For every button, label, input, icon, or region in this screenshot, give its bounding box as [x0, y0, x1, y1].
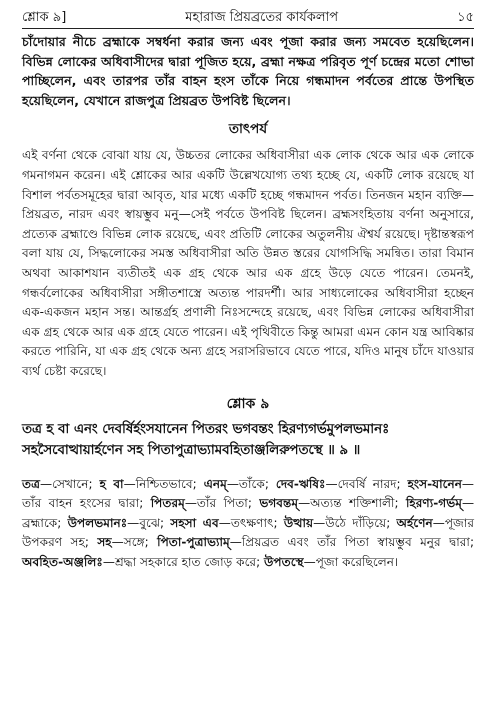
- synonym-word: অর্হণেন: [396, 515, 433, 530]
- synonym-word: উত্থায়: [283, 515, 314, 530]
- synonym-meaning: প্রিয়ব্রত এবং তাঁর পিতা স্বায়ম্ভুব মনুর দ্বারা: [241, 535, 470, 550]
- synonym-word: তত্র: [22, 476, 40, 491]
- text-line: আন্তর্গ্রহ প্রণালী নিঃসন্দেহে রয়েছে, এবং বিভিন্ন লোকের অধিবাসীরা এক গ্রহ: [22, 305, 474, 339]
- text-line: এই বর্ণনা থেকে বোঝা যায় যে, উচ্চতর লোকের অধিবাসীরা এক লোক থেকে: [22, 148, 392, 163]
- synonym-word: এনম্: [203, 476, 227, 491]
- purport-paragraph: [22, 146, 474, 381]
- running-header: [22, 8, 474, 29]
- synonym-word: দেব-ঋষিঃ: [275, 476, 326, 491]
- text-line: পরিবৃত পূর্ণ চন্দ্রের মতো শোভা পাচ্ছিলেন, এবং তারপর তাঁর বাহন হংস তাঁকে: [22, 53, 474, 89]
- synonym-word: উপলভমানঃ: [67, 515, 128, 530]
- verse-line: সহসৈবোত্থায়ার্হণেন সহ পিতাপুত্রাভ্যামবহিতাঞ্জলিরুপতস্থে ॥ ৯ ॥: [22, 442, 361, 458]
- synonym-meaning: তাঁর পিতা: [196, 496, 248, 511]
- synonym-meaning: ব্রহ্মাকে: [22, 515, 58, 530]
- text-line: একটি হচ্ছে গন্ধমাদন পর্বত। তিনজন মহান ব্যক্তি—প্রিয়ব্রত, নারদ এবং স্বায়ম্ভুব: [22, 187, 474, 222]
- text-line: উপবিষ্ট ছিলেন।: [211, 92, 291, 108]
- text-line: ব্রহ্মাণ্ডে বিভিন্ন লোক রয়েছে, এবং প্রতিটি লোকের অতুলনীয় ঐশ্বর্য রয়েছে।: [61, 226, 421, 241]
- synonym-meaning: পূজা করেছিলেন।: [315, 554, 399, 569]
- text-line: থেকে আর এক গ্রহে যেতে পারেন। এই পৃথিবীতে কিন্তু আমরা এমন কোন: [62, 324, 409, 339]
- synonym-meaning: বুঝে: [139, 515, 160, 530]
- text-line: দৃষ্টান্তস্বরূপ বলা যায় যে, সিদ্ধলোকের সমস্ত অধিবাসীরা অতি উন্নত স্তরের: [22, 226, 474, 261]
- synonym-meaning: তৎক্ষণাৎ: [230, 515, 274, 530]
- text-line: যন্ত্র আবিষ্কার করতে পারিনি, যা এক গ্রহ থেকে অন্য গ্রহে সরাসরিভাবে যেতে: [22, 324, 474, 359]
- text-line: হয়েছিলেন। বিভিন্ন লোকের অধিবাসীদের দ্বারা পূজিত হয়ে, ব্রহ্মা নক্ষত্র: [22, 34, 474, 69]
- synonym-word: সহ: [97, 535, 112, 550]
- synonym-word: হংস-যানেন: [407, 476, 462, 491]
- synonym-meaning: নিশ্চিতভাবে: [135, 476, 193, 491]
- verse-line: তত্র হ বা এনং দেবর্ষির্হংসযানেন পিতরং ভগবন্তং হিরণ্যগর্ভমুপলভমানঃ: [22, 421, 390, 437]
- verse-heading: শ্লোক ৯: [226, 395, 270, 412]
- purport-heading: তাৎপর্য: [228, 121, 268, 138]
- text-line: আর এক গ্রহে উড়ে যেতে পারেন। তেমনই, গন্ধর্বলোকের অধিবাসীরা সঙ্গীতশাস্ত্রে: [22, 265, 474, 300]
- synonym-word: উপতস্থে: [264, 554, 304, 569]
- text-line: যোগসিদ্ধি সমন্বিত। তারা বিমান অথবা আকাশযান ব্যতীতই এক গ্রহ থেকে: [22, 246, 474, 280]
- synonym-meaning: দেবর্ষি নারদ: [337, 476, 397, 491]
- synonym-word: হিরণ্য-গর্ভম্: [405, 496, 462, 511]
- text-line: চাঁদোয়ার নীচে ব্রহ্মাকে সম্বর্ধনা করার জন্য এবং পূজা করার জন্য সমবেত: [22, 34, 411, 49]
- synonym-meaning: উঠে দাঁড়িয়ে: [325, 515, 387, 530]
- synonym-word: হ বা: [99, 476, 124, 491]
- text-line: পারে, যদিও মানুষ চাঁদে যাওয়ার ব্যর্থ চেষ্টা করেছে।: [22, 344, 474, 378]
- text-line: হচ্ছে যে, একটি লোক রয়েছে যা বিশাল পর্বতসমূহের দ্বারা আবৃত, যার মধ্যে: [22, 167, 474, 202]
- text-line: নিয়ে গন্ধমাদন পর্বতের প্রান্তে উপস্থিত হয়েছিলেন, যেখানে রাজপুত্র প্রিয়ব্রত: [22, 73, 475, 108]
- synonym-meaning: শ্রদ্ধা সহকারে হাত জোড় করে: [114, 554, 257, 569]
- synonym-meaning: সেখানে: [52, 476, 89, 491]
- synonym-meaning: তাঁর বাহন হংসের দ্বারা: [22, 496, 140, 511]
- text-line: মনু—সেই পর্বতে উপবিষ্ট ছিলেন। ব্রহ্মসংহিতায় বর্ণনা অনুসারে, প্রত্যেক: [22, 207, 474, 241]
- synonym-word: পিতা-পুত্রাভ্যাম্: [157, 535, 230, 550]
- synonym-word: ভগবন্তম্: [259, 496, 299, 511]
- synonym-meaning: পূজার উপকরণ সহ: [22, 515, 475, 550]
- text-line: অত্যন্ত পারদর্শী। আর সাধ্যলোকের অধিবাসীরা হচ্ছেন এক-একজন মহান সন্ত।: [22, 285, 474, 320]
- synonyms-paragraph: তত্র—সেখানে; হ বা—নিশ্চিতভাবে; এনম্—তাঁকে; দেব-ঋষিঃ—দেবর্ষি নারদ; হংস-যানেন—তাঁর বাহন হংসের দ্বারা; পিতরম্—তাঁর পিতা; ভগবন্তম্—অত্যন্ত শক্তিশালী; হিরণ্য-গর্ভম্—ব্রহ্মাকে; উপলভমানঃ—বুঝে; সহসা এব—তৎক্ষণাৎ; উত্থায়—উঠে দাঁড়িয়ে; অর্হণেন—পূজার উপকরণ সহ; সহ—সঙ্গে; পিতা-পুত্রাভ্যাম্—প্রিয়ব্রত এবং তাঁর পিতা স্বায়ম্ভুব মনুর দ্বারা; অবহিত-অঞ্জলিঃ—শ্রদ্ধা সহকারে হাত জোড় করে; উপতস্থে—পূজা করেছিলেন।: [22, 476, 475, 569]
- text-line: আর এক লোকে গমনাগমন করেন। এই শ্লোকের আর একটি উল্লেখযোগ্য তথ্য: [22, 148, 474, 182]
- header-verse-ref: শ্লোক ৯]: [22, 10, 67, 25]
- synonym-word: সহসা এব: [170, 515, 219, 530]
- translation-paragraph: [22, 32, 474, 110]
- synonym-meaning: তাঁকে: [238, 476, 265, 491]
- synonym-meaning: সঙ্গে: [123, 535, 145, 550]
- synonym-meaning: অত্যন্ত শক্তিশালী: [310, 496, 395, 511]
- synonym-word: অবহিত-অঞ্জলিঃ: [22, 554, 103, 569]
- header-chapter-title: মহারাজ প্রিয়ব্রতের কার্যকলাপ: [185, 10, 339, 25]
- page-number: ১৫: [457, 10, 474, 25]
- synonym-word: পিতরম্: [150, 496, 185, 511]
